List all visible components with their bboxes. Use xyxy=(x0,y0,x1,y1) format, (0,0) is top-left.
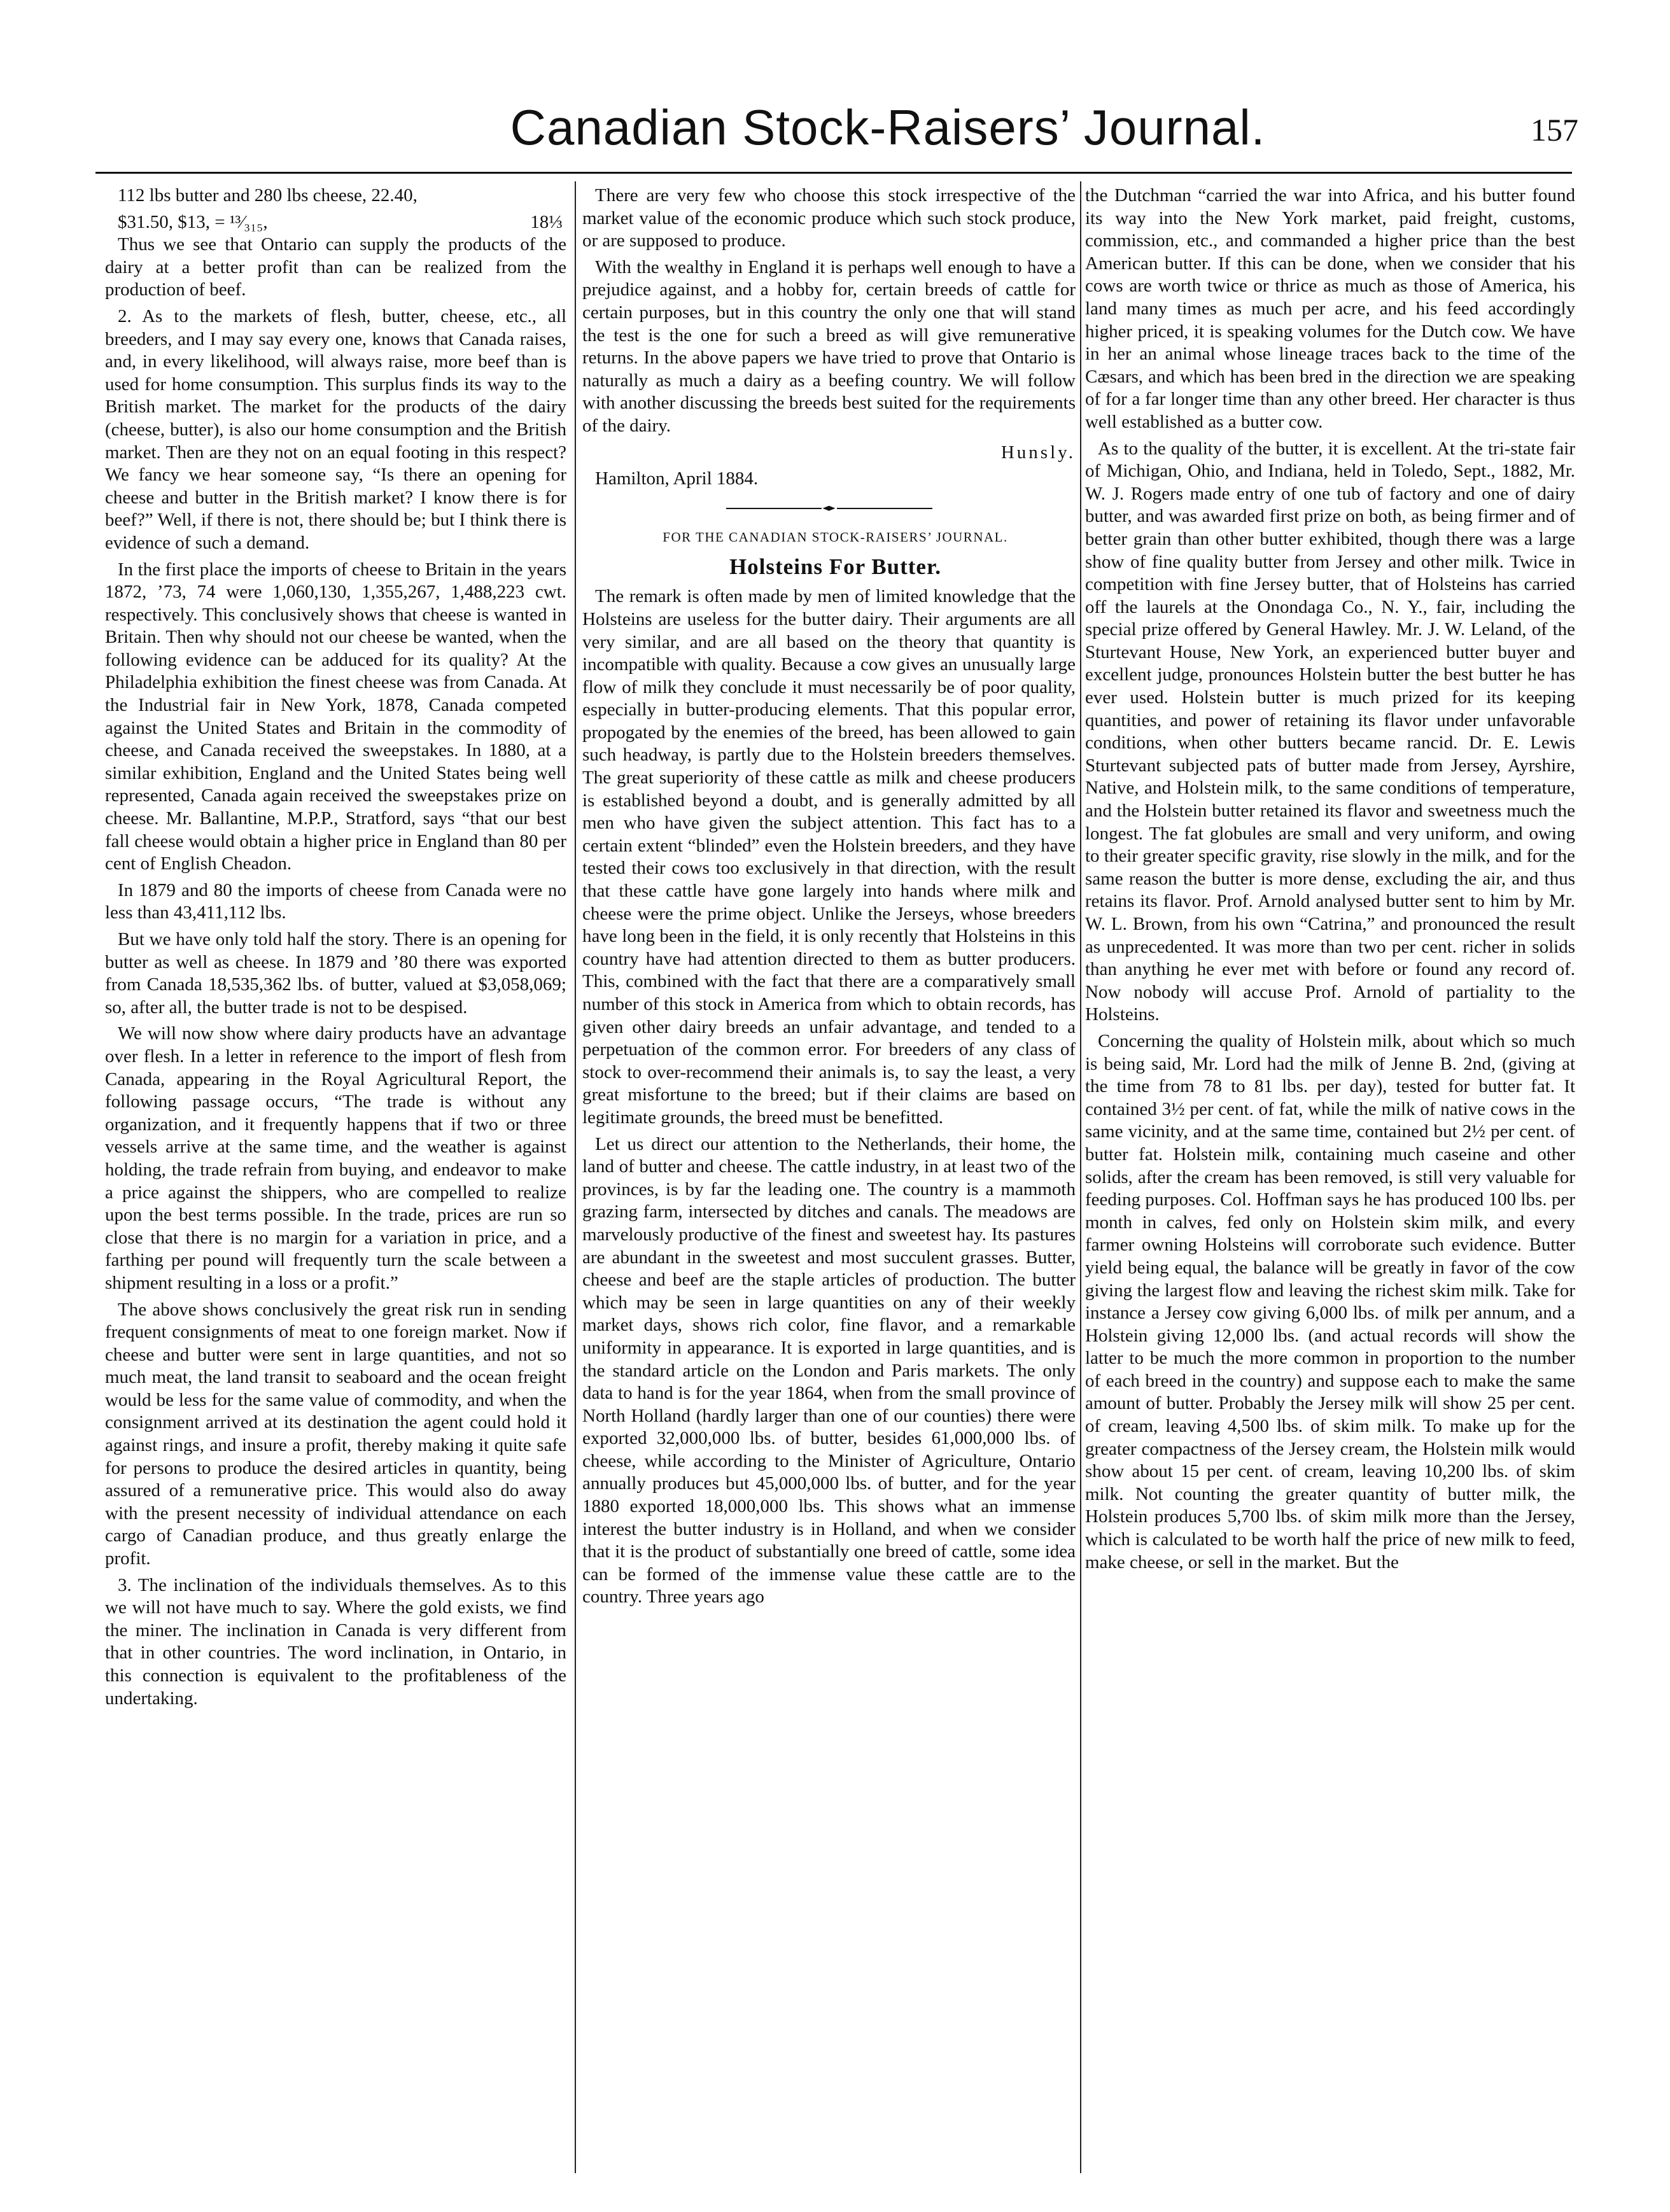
header-rule xyxy=(95,172,1572,174)
paragraph: The remark is often made by men of limited knowledge that the Holsteins are useless for the butter dairy. Their arguments are all very similar, and are all based on the theory that quantity is incompatible with quality. Because a cow gives an unusually large flow of milk they conclude it must necessarily be of poor quality, especially in butter-producing elements. That this popular error, propogated by the enemies of the breed, has been allowed to gain such headway, is partly due to the Holstein breeders themselves. The great superiority of these cattle as milk and cheese producers is established beyond a doubt, and is generally admitted by all men who have given the subject attention. This fact has to a certain extent “blinded” even the Holstein breeders, and they have tested their cows too exclusively in that direction, with the result that these cattle have gone largely into hands where milk and cheese were the prime object. Unlike the Jerseys, whose breeders have long been in the field, it is only recently that Holsteins in this country have had attention directed to them as butter producers. This, combined with the fact that there are a comparatively small number of this stock in America from which to obtain records, has given other dairy breeds an unfair advantage, and tended to a perpetuation of the common error. For breeders of any class of stock to over-recommend their animals is, to say the least, a very great misfortune to the breed; but if their claims are based on legitimate grounds, the breed must be benefitted. xyxy=(582,586,1076,1128)
running-head xyxy=(95,95,1578,165)
paragraph: But we have only told half the story. There is an opening for butter as well as cheese. In 1879 and ’80 there was exported from Canada 18,535,362 lbs. of butter, valued at $3,058,069; so, after all, the butter trade is not to be despised. xyxy=(105,929,566,1018)
paragraph: In the first place the imports of cheese to Britain in the years 1872, ’73, 74 were 1,060,130, 1,355,267, 1,488,223 cwt. respectively. This conclusively shows that cheese is wanted in Britain. Then why should not our cheese be wanted, when the following evidence can be adduced for its quality? At the Philadelphia exhibition the finest cheese was from Canada. At the Industrial fair in New York, 1878, Canada competed against the United States and Britain in the commodity of cheese, and Canada received the sweepstakes. In 1880, at a similar exhibition, England and the United States being well represented, Canada again received the sweepstakes prize on cheese. Mr. Ballantine, M.P.P., Stratford, says “that our best fall cheese would obtain a higher price in England than 80 per cent of English Cheadon. xyxy=(105,559,566,874)
paragraph: Let us direct our attention to the Netherlands, their home, the land of butter and cheese. The cattle industry, in at least two of the provinces, is by far the leading one. The country is a mammoth grazing farm, intersected by ditches and canals. The meadows are marvelously productive of the finest and sweetest hay. Its pastures are abundant in the sweetest and most succulent grasses. Butter, cheese and beef are the staple articles of production. The butter which may be seen in large quantities on any of their weekly market days, shows rich color, fine flavor, and a remarkable uniformity in appearance. It is exported in large quantities, and is the standard article on the London and Paris markets. The only data to hand is for the year 1864, when from the small province of North Holland (hardly larger than one of our counties) there were exported 32,000,000 lbs. of butter, besides 61,000,000 lbs. of cheese, while according to the Minister of Agriculture, Ontario annually produces but 45,000,000 lbs. of butter, and for the year 1880 exported 18,000,000 lbs. This shows what an immense interest the butter industry is in Holland, and when we consider that it is the product of substantially one breed of cattle, some idea can be formed of the immense value these cattle are to the country. Three years ago xyxy=(582,1133,1076,1607)
paragraph: The above shows conclusively the great risk run in sending frequent consignments of meat to one foreign market. Now if cheese and butter were sent in large quantities, and not so much meat, the land transit to seaboard and the ocean freight would be less for the same value of commodity, and when the consignment arrived at its destination the agent could hold it against rings, and insure a profit, thereby making it quite safe for persons to produce the desired articles in quantity, being assured of a remunerative price. This would also do away with the present necessity of individual attendance on each cargo of Canadian produce, and thus greatly enlarge the profit. xyxy=(105,1299,566,1569)
paragraph: In 1879 and 80 the imports of cheese from Canada were no less than 43,411,112 lbs. xyxy=(105,879,566,923)
formula-line-2 xyxy=(105,211,566,234)
author-signature: Hunsly. xyxy=(1000,442,1076,463)
ornament-rule xyxy=(837,508,932,509)
formula-left: $31.50, $13, = ¹³⁄₃₁₅, xyxy=(118,211,268,232)
paragraph: With the wealthy in England it is perhaps well enough to have a prejudice against, and a hobby for, certain breeds of cattle for certain purposes, but in this country the only one that will stand the test is the one for such a breed as will give remunerative returns. In the above papers we have tried to prove that Ontario is naturally as much a dairy as a beefing country. We will follow with another discussing the breeds best suited for the requirements of the dairy. xyxy=(582,256,1076,436)
column-divider-2 xyxy=(1080,181,1081,2173)
paragraph: 3. The inclination of the individuals themselves. As to this we will not have much to say. Where the gold exists, we find the miner. The inclination in Canada is very different from that in other countries. The word inclination, in Ontario, in this connection is equivalent to the profitableness of the undertaking. xyxy=(105,1574,566,1709)
ornament-rule xyxy=(726,508,822,509)
formula-right: 18⅓ xyxy=(530,211,563,232)
formula-line-1: 112 lbs butter and 280 lbs cheese, 22.40, xyxy=(118,185,418,206)
journal-title: Canadian Stock-Raisers’ Journal. xyxy=(510,99,1266,155)
column-3 xyxy=(1085,185,1575,2170)
section-ornament xyxy=(582,494,1076,522)
paragraph: Concerning the quality of Holstein milk, about which so much is being said, Mr. Lord had the milk of Jenne B. 2nd, (giving at the time from 78 to 81 lbs. per day), tested for butter fat. It contained 3½ per cent. of fat, while the milk of native cows in the same vicinity, and at the same time, contained but 2½ per cent. of butter fat. Holstein milk, containing much caseine and other solids, after the cream has been removed, is still very valuable for feeding purposes. Col. Hoffman says he has produced 100 lbs. per month in calves, fed only on Holstein skim milk, and every farmer owning Holsteins will corroborate such evidence. Butter yield being equal, the balance will be greatly in favor of the cow giving the largest flow and leaving the richest skim milk. Take for instance a Jersey cow giving 6,000 lbs. of milk per annum, and a Holstein giving 12,000 lbs. (and actual records will show the latter to be much the more common in proportion to the number of each breed in the country) and suppose each to make the same amount of butter. Probably the Jersey milk will show 25 per cent. of cream, leaving 4,500 lbs. of skim milk. To make up for the greater compactness of the Jersey cream, the Holstein milk would show about 15 per cent. of cream, leaving 10,200 lbs. of skim milk. Not counting the greater quantity of butter milk, the Holstein produces 5,700 lbs. of skim milk more than the Jersey, which is calculated to be worth half the price of new milk to feed, make cheese, or sell in the market. But the xyxy=(1085,1030,1575,1572)
article-byline: FOR THE CANADIAN STOCK-RAISERS’ JOURNAL. xyxy=(663,529,1008,545)
paragraph: We will now show where dairy products have an advantage over flesh. In a letter in reference to the import of flesh from Canada, appearing in the Royal Agricultural Report, the following passage occurs, “The trade is without any organization, and it frequently happens that if two or three vessels arrive at the same time, and the weather is against holding, the trade refrain from buying, and endeavor to make a price against the shippers, who are compelled to realize upon the best terms possible. In the trade, prices are run so close that there is no margin for a variation in price, and a farthing per pound will frequently turn the scale between a shipment resulting in a loss or a profit.” xyxy=(105,1023,566,1293)
page-number: 157 xyxy=(1531,112,1578,148)
column-1 xyxy=(105,185,566,2170)
ornament-diamond-icon xyxy=(823,506,836,511)
place-date: Hamilton, April 1884. xyxy=(595,468,759,489)
paragraph: Thus we see that Ontario can supply the products of the dairy at a better profit than can be realized from the production of beef. xyxy=(105,234,566,300)
paragraph: There are very few who choose this stock irrespective of the market value of the economic produce which such stock produce, or are supposed to produce. xyxy=(582,185,1076,251)
article-headline: Holsteins For Butter. xyxy=(729,554,942,580)
paragraph: 2. As to the markets of flesh, butter, cheese, etc., all breeders, and I may say every one, knows that Canada raises, and, in every likelihood, will always raise, more beef than is used for home consumption. This surplus finds its way to the British market. The market for the products of the dairy (cheese, butter), is also our home consumption and the British market. Then are they not on an equal footing in this respect? We fancy we hear someone say, “Is there an opening for cheese and butter in the British market? I know there is for beef?” Well, if there is not, there should be; but I think there is evidence of such a demand. xyxy=(105,305,566,553)
paragraph: the Dutchman “carried the war into Africa, and his butter found its way into the New York market, paid freight, customs, commission, etc., and commanded a higher price than the best American butter. If this can be done, when we consider that his cows are worth twice or thrice as much as those of America, his land many times as much per acre, and his feed accordingly higher priced, it is speaking volumes for the Dutch cow. We have in her an animal whose lineage traces back to the time of the Cæsars, and which has been bred in the direction we are speaking of for a far longer time than any other breed. Her character is thus well established as a butter cow. xyxy=(1085,185,1575,432)
paragraph: As to the quality of the butter, it is excellent. At the tri-state fair of Michigan, Ohio, and Indiana, held in Toledo, Sept., 1882, Mr. W. J. Rogers made entry of one tub of factory and one of dairy butter, and was awarded first prize on both, as being firmer and of better grain than other butter exhibited, though there was a large show of fine quality butter from Jersey and other milk. Twice in competition with fine Jersey butter, that of Holsteins has carried off the laurels at the Onondaga Co., N. Y., fair, including the special prize offered by General Hawley. Mr. J. W. Leland, of the Sturtevant House, New York, an experienced butter buyer and excellent judge, pronounces Holstein butter the best butter he has ever used. Holstein butter is much prized for its keeping quantities, and power of retaining its flavor under unfavorable conditions, when other butters became rancid. Dr. E. Lewis Sturtevant subjected pats of butter made from Jersey, Ayrshire, Native, and Holstein milk, to the same conditions of temperature, and the Holstein butter retained its flavor and sweetness much the longest. The fat globules are small and very uniform, and owing to their greater specific gravity, rise slowly in the milk, and for the same reason the butter is more dense, excluding the air, and thus retains its flavor. Prof. Arnold analysed butter sent to him by Mr. W. L. Brown, from his own “Catrina,” and pronounced the result as unprecedented. It was more than two per cent. richer in solids than anything he ever met with before or found any record of. Now nobody will accuse Prof. Arnold of partiality to the Holsteins. xyxy=(1085,438,1575,1025)
column-2 xyxy=(582,185,1076,2170)
column-divider-1 xyxy=(575,181,576,2173)
